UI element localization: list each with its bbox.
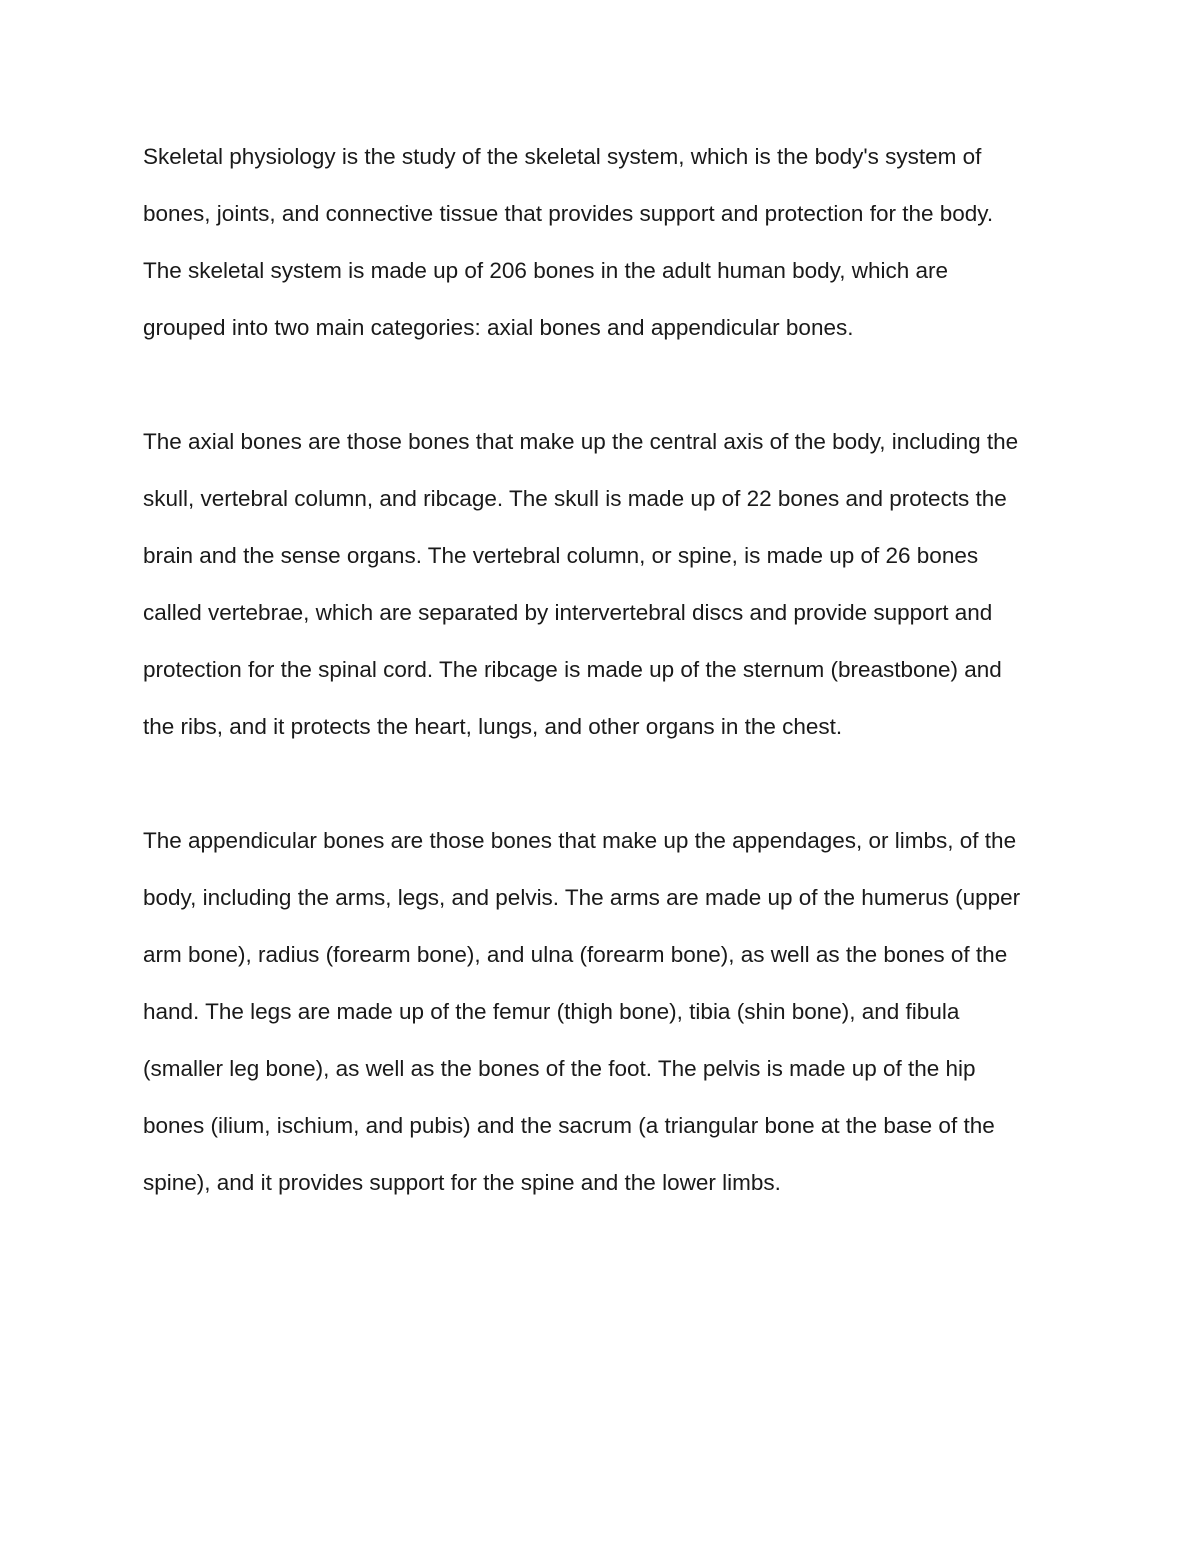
paragraph-line: The axial bones are those bones that make up the central axis of the body, including the bbox=[143, 429, 1019, 454]
paragraph-line: Skeletal physiology is the study of the skeletal system, which is the body's system of bbox=[143, 144, 982, 169]
paragraph-appendicular-bones bbox=[143, 820, 1063, 1219]
paragraph-skeletal-physiology bbox=[143, 136, 1063, 364]
paragraph-axial-bones bbox=[143, 421, 1063, 763]
paragraph-line: grouped into two main categories: axial bones and appendicular bones. bbox=[143, 315, 854, 340]
paragraph-line: hand. The legs are made up of the femur (thigh bone), tibia (shin bone), and fibula bbox=[143, 999, 960, 1024]
paragraph-spacer bbox=[143, 364, 1063, 421]
paragraph-line: body, including the arms, legs, and pelvis. The arms are made up of the humerus (upper bbox=[143, 885, 1021, 910]
document-body bbox=[143, 136, 1063, 1219]
paragraph-spacer bbox=[143, 763, 1063, 820]
paragraph-line: spine), and it provides support for the spine and the lower limbs. bbox=[143, 1170, 781, 1195]
paragraph-line: the ribs, and it protects the heart, lungs, and other organs in the chest. bbox=[143, 714, 843, 739]
paragraph-line: called vertebrae, which are separated by intervertebral discs and provide support and bbox=[143, 600, 993, 625]
paragraph-line: arm bone), radius (forearm bone), and ulna (forearm bone), as well as the bones of the bbox=[143, 942, 1008, 967]
paragraph-line: protection for the spinal cord. The ribcage is made up of the sternum (breastbone) and bbox=[143, 657, 1002, 682]
paragraph-line: brain and the sense organs. The vertebral column, or spine, is made up of 26 bones bbox=[143, 543, 979, 568]
paragraph-line: The skeletal system is made up of 206 bones in the adult human body, which are bbox=[143, 258, 949, 283]
paragraph-line: skull, vertebral column, and ribcage. The skull is made up of 22 bones and protects the bbox=[143, 486, 1007, 511]
paragraph-line: bones, joints, and connective tissue that provides support and protection for the body. bbox=[143, 201, 994, 226]
paragraph-line: (smaller leg bone), as well as the bones of the foot. The pelvis is made up of the hip bbox=[143, 1056, 976, 1081]
paragraph-line: bones (ilium, ischium, and pubis) and the sacrum (a triangular bone at the base of the bbox=[143, 1113, 995, 1138]
paragraph-line: The appendicular bones are those bones that make up the appendages, or limbs, of the bbox=[143, 828, 1017, 853]
